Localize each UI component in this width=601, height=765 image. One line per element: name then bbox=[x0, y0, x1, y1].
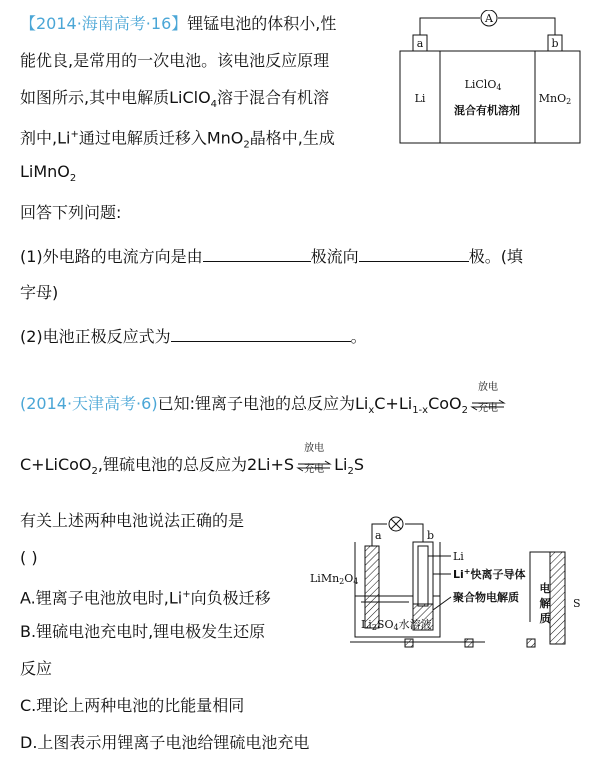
q1-line-5: LiMnO$_2$ bbox=[20, 162, 77, 185]
electrolyte-char-3: 质 bbox=[539, 612, 551, 625]
option-b-cont: 反应 bbox=[20, 659, 53, 678]
q1-sub2: (2)电池正极反应式为 。 bbox=[20, 327, 367, 346]
answer-blank-2[interactable] bbox=[359, 246, 469, 262]
electrolyte-char-2: 解 bbox=[539, 597, 551, 610]
answer-blank-1[interactable] bbox=[203, 246, 311, 262]
terminal-b-label: b bbox=[551, 37, 559, 50]
q1-sub1-cont: 字母) bbox=[20, 283, 59, 302]
reversible-arrow-2: 放电 充电 bbox=[296, 456, 332, 476]
li2so4-solution-label: Li2SO4水溶液 bbox=[361, 618, 432, 632]
polymer-electrolyte-label: 聚合物电解质 bbox=[453, 591, 519, 604]
sulfur-label: S bbox=[573, 597, 581, 610]
terminal-a-label: a bbox=[416, 37, 424, 50]
q1-line-3: 如图所示,其中电解质LiClO$_4$溶于混合有机溶 bbox=[20, 88, 330, 111]
organic-solvent-label: 混合有机溶剂 bbox=[454, 104, 520, 117]
option-c[interactable]: C.理论上两种电池的比能量相同 bbox=[20, 696, 245, 715]
q2-paren: ( ) bbox=[20, 548, 38, 567]
mno2-electrode-label: MnO2 bbox=[538, 92, 572, 106]
option-a[interactable]: A.锂离子电池放电时,Li+向负极迁移 bbox=[20, 588, 271, 608]
q1-sub1: (1)外电路的电流方向是由 极流向 极。(填 bbox=[20, 247, 523, 266]
li-label: Li bbox=[453, 550, 464, 563]
q2-line-2: C+LiCoO$_2$,锂硫电池的总反应为2Li+S 放电 充电 $Li_2S$ bbox=[20, 442, 364, 478]
reversible-arrow-1: 放电 充电 bbox=[470, 395, 506, 415]
limn2o4-label: LiMn2O4 bbox=[310, 572, 359, 586]
option-b[interactable]: B.锂硫电池充电时,锂电极发生还原 bbox=[20, 622, 266, 641]
li-electrode-label: Li bbox=[414, 92, 426, 105]
q2-ask: 有关上述两种电池说法正确的是 bbox=[20, 511, 245, 530]
diagram2-label-a: a bbox=[375, 529, 382, 542]
svg-text:A: A bbox=[485, 12, 493, 25]
q1-line-2: 能优良,是常用的一次电池。该电池反应原理 bbox=[20, 51, 330, 70]
q2-line-1: (2014·天津高考·6)已知:锂离子电池的总反应为$Li_xC+Li_{1-x}CoO_2$ 放电 充电 bbox=[20, 394, 508, 421]
q2-source-tag: (2014·天津高考·6) bbox=[20, 394, 158, 413]
licio4-label: LiClO4 bbox=[464, 78, 502, 92]
option-d[interactable]: D.上图表示用锂离子电池给锂硫电池充电 bbox=[20, 733, 310, 752]
li-ion-charging-diagram bbox=[305, 512, 595, 662]
fast-ion-conductor-label: Li+快离子导体 bbox=[453, 567, 526, 581]
q1-source-tag: 【2014·海南高考·16】 bbox=[20, 14, 188, 33]
li-mno2-cell-diagram bbox=[395, 10, 585, 150]
answer-blank-3[interactable] bbox=[171, 326, 351, 342]
diagram2-label-b: b bbox=[427, 529, 435, 542]
q1-prompt: 回答下列问题: bbox=[20, 203, 122, 222]
electrolyte-char-1: 电 bbox=[539, 582, 551, 595]
q1-line-1: 【2014·海南高考·16】锂锰电池的体积小,性 bbox=[20, 14, 337, 33]
q1-line-4: 剂中,Li+通过电解质迁移入MnO$_2$晶格中,生成 bbox=[20, 128, 335, 151]
